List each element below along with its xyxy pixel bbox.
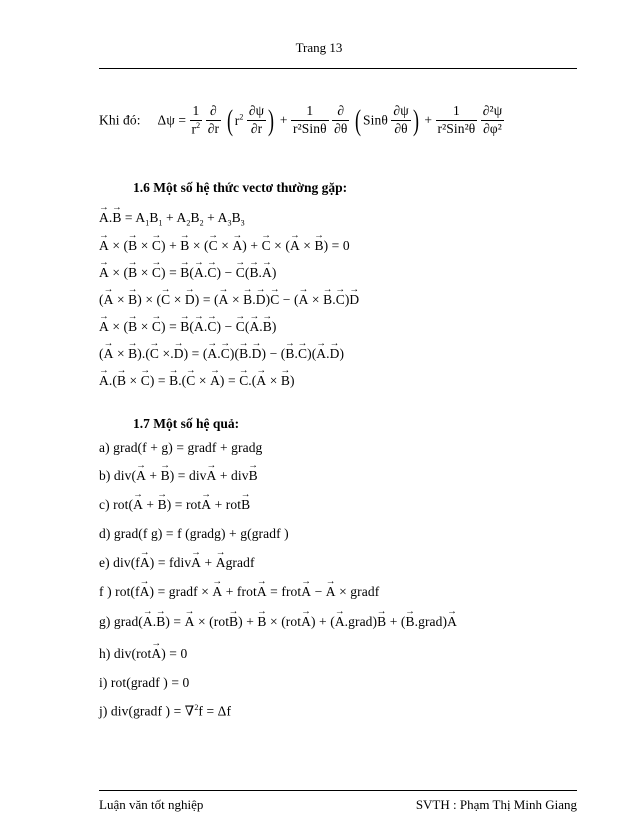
corollary-e: e) div(f→ A) = fdiv→ A + → Agradf	[99, 555, 255, 571]
term3-coef: $\frac{1}{\text{r²Sin²θ}}$	[437, 103, 476, 137]
header-rule	[99, 68, 577, 69]
corollary-i: i) rot(gradf ) = 0	[99, 675, 190, 690]
laplacian-formula: Khi đó: Δψ = $\frac{1}{r^2}$ $\frac{\partial}{\partial r}$ ( $r^2$ $\frac{\partial\psi}{\partial r}$ ) + $\frac{1}{\text{r²Sinθ}}$ $\frac{\partial}{\partial\theta}$ ( Sinθ $\frac{\partial\psi}{\partial\theta}$ ) + $\frac{1}{\text{r²Sin²θ}}$ $\frac{\text{∂²ψ}}{\text{∂φ²}}$	[99, 103, 503, 137]
corollary-g: g) grad(→ A.→ B) = → A × (rot→ B) + → B × (rot→ A) + (→ A.grad)→ B + (→ B.grad)→ A	[99, 614, 457, 630]
term1-r: r	[234, 112, 240, 128]
section-1-6-title: 1.6 Một số hệ thức vectơ thường gặp:	[133, 180, 348, 195]
term1-inner: $\frac{\partial\psi}{\partial r}$	[248, 103, 265, 137]
corollary-h: h) div(rot→ A) = 0	[99, 646, 187, 662]
section-1-7-title: 1.7 Một số hệ quả:	[133, 416, 240, 431]
identity-5: → A × (→ B × → C) = → B(→ A.→ C) − → C(→ A.→ B)	[99, 319, 277, 335]
term3-deriv: $\frac{\text{∂²ψ}}{\text{∂φ²}}$	[482, 103, 503, 137]
term1-deriv: $\frac{\partial}{\partial r}$	[207, 103, 220, 137]
term2-sin: Sinθ	[363, 112, 388, 128]
formula-lhs: Δψ =	[157, 112, 190, 128]
identity-1: → $A.\to B = A_1B_1 + A_2B_2 + A_3B_3$	[99, 210, 245, 228]
corollary-d: d) grad(f g) = f (gradg) + g(gradf )	[99, 526, 289, 541]
footer-rule	[99, 790, 577, 791]
identity-7: → A.(→ B × → C) = → B.(→ C × → A) = → C.(→ A × → B)	[99, 373, 295, 389]
identity-4: (→ A × → B) × (→ C × → D) = (→ A × → B.→ D)→ C − (→ A × → B.→ C)→ D	[99, 292, 359, 308]
term2-coef: $\frac{1}{\text{r²Sinθ}}$	[293, 103, 327, 137]
corollary-f: f ) rot(f→ A) = gradf × → A + frot→ A = frot→ A − → A × gradf	[99, 584, 379, 600]
identity-2: → A × (→ B × → C) + → B × (→ C × → A) + → C × (→ A × → B) = 0	[99, 238, 350, 254]
footer-right: SVTH : Phạm Thị Minh Giang	[415, 797, 577, 812]
footer-left: Luận văn tốt nghiệp	[99, 797, 204, 812]
page-number: Trang 13	[295, 40, 343, 55]
term2-deriv: $\frac{\partial}{\partial\theta}$	[334, 103, 348, 137]
formula-intro: Khi đó:	[99, 112, 141, 128]
identity-6: (→ A × → B).(→ C ×.→ D) = (→ A.→ C)(→ B.→ D) − (→ B.→ C)(→ A.→ D)	[99, 346, 344, 362]
term2-inner: $\frac{\partial\psi}{\partial\theta}$	[393, 103, 409, 137]
corollary-b: b) div(→ A + → B) = div→ A + div→ B	[99, 468, 258, 484]
corollary-c: c) rot(→ A + → B) = rot→ A + rot→ B	[99, 497, 250, 513]
corollary-j: j) div(gradf ) = ∇$^2$f = Δf	[99, 703, 232, 719]
term1-coef: $\frac{1}{r^2}$	[191, 103, 201, 137]
identity-3: → A × (→ B × → C) = → B(→ A.→ C) − → C(→ B.→ A)	[99, 265, 277, 281]
corollary-a: a) grad(f + g) = gradf + gradg	[99, 440, 263, 455]
